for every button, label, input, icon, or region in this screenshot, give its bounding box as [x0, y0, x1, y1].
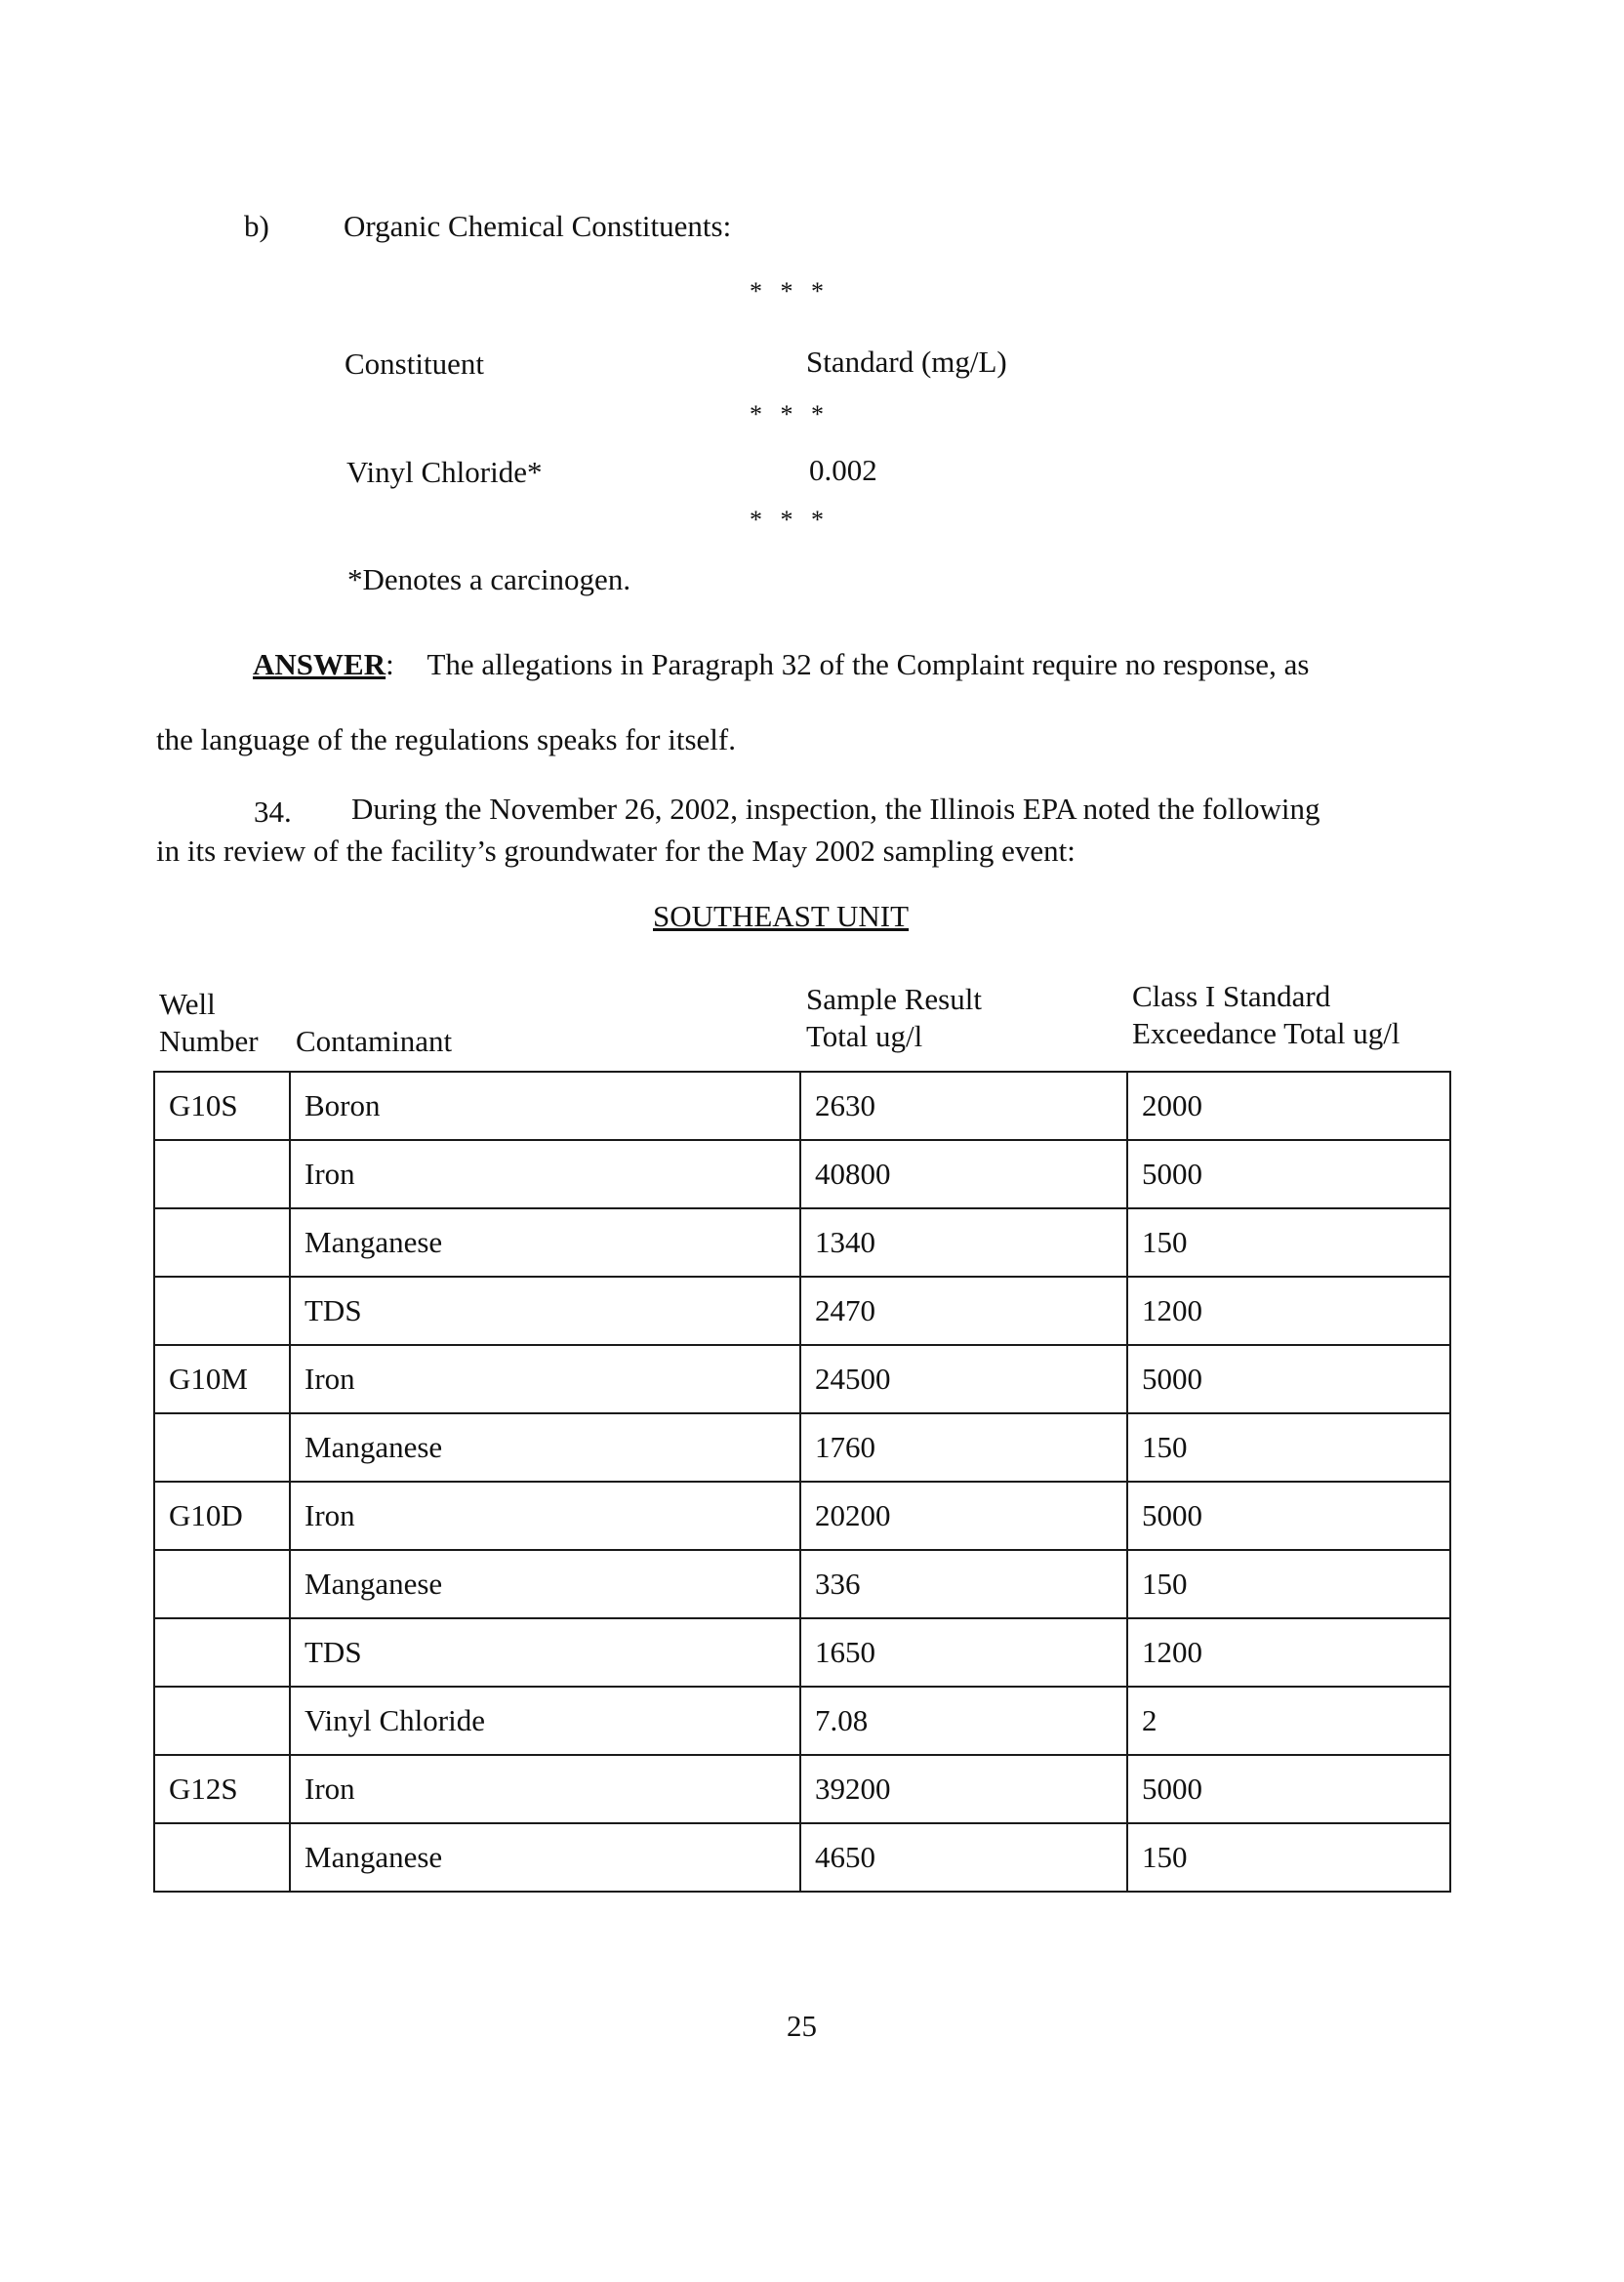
sample-result-cell: 1760 [800, 1413, 1127, 1482]
header-sample-line2: Total ug/l [806, 1019, 923, 1053]
header-class-line2: Exceedance Total ug/l [1132, 1016, 1401, 1050]
table-row [154, 1755, 1450, 1823]
para34-number: 34. [254, 795, 292, 829]
stars-1: * * * [750, 277, 830, 306]
table-row [154, 1550, 1450, 1618]
sample-result-cell: 1340 [800, 1208, 1127, 1277]
standard-cell: 5000 [1127, 1482, 1450, 1550]
contaminant-cell: Iron [290, 1345, 800, 1413]
contaminant-cell: Manganese [290, 1208, 800, 1277]
well-number-cell: G10M [154, 1345, 290, 1413]
constituent-row-name: Vinyl Chloride* [346, 455, 543, 489]
table-row [154, 1277, 1450, 1345]
contaminant-cell: Manganese [290, 1823, 800, 1892]
well-number-cell [154, 1618, 290, 1687]
table-title: SOUTHEAST UNIT [653, 899, 910, 933]
answer-line2: the language of the regulations speaks for itself. [156, 722, 736, 756]
table-row [154, 1618, 1450, 1687]
standard-cell: 150 [1127, 1208, 1450, 1277]
section-label: b) [244, 209, 269, 243]
header-sample-result [806, 981, 982, 1055]
contaminant-cell: Manganese [290, 1550, 800, 1618]
contaminant-cell: TDS [290, 1277, 800, 1345]
constituent-row-value: 0.002 [809, 453, 877, 487]
table-body [154, 1072, 1450, 1892]
footnote: *Denotes a carcinogen. [347, 562, 631, 596]
table-row [154, 1482, 1450, 1550]
standard-cell: 5000 [1127, 1755, 1450, 1823]
page-number: 25 [787, 2009, 817, 2043]
header-class-standard [1132, 978, 1400, 1052]
standard-cell: 1200 [1127, 1277, 1450, 1345]
stars-2: * * * [750, 400, 830, 428]
contaminant-cell: Manganese [290, 1413, 800, 1482]
table-row [154, 1823, 1450, 1892]
sample-result-cell: 20200 [800, 1482, 1127, 1550]
contaminant-cell: Iron [290, 1755, 800, 1823]
section-title: Organic Chemical Constituents: [344, 209, 732, 243]
well-number-cell: G10S [154, 1072, 290, 1140]
sample-result-cell: 1650 [800, 1618, 1127, 1687]
contaminant-cell: TDS [290, 1618, 800, 1687]
constituent-header: Constituent [345, 346, 484, 381]
contaminant-cell: Iron [290, 1140, 800, 1208]
well-number-cell [154, 1550, 290, 1618]
header-sample-line1: Sample Result [806, 982, 982, 1016]
table-row [154, 1208, 1450, 1277]
sample-result-cell: 7.08 [800, 1687, 1127, 1755]
stars-3: * * * [750, 506, 830, 534]
contaminant-cell: Boron [290, 1072, 800, 1140]
groundwater-table [153, 1071, 1451, 1893]
header-well-line2: Number [159, 1024, 259, 1058]
header-class-line1: Class I Standard [1132, 979, 1331, 1013]
answer-label: ANSWER [253, 647, 386, 681]
standard-cell: 150 [1127, 1823, 1450, 1892]
answer-line1: The allegations in Paragraph 32 of the Complaint require no response, as [426, 647, 1310, 681]
header-well-line1: Well [159, 987, 216, 1021]
well-number-cell [154, 1208, 290, 1277]
contaminant-cell: Iron [290, 1482, 800, 1550]
table-row [154, 1072, 1450, 1140]
well-number-cell: G12S [154, 1755, 290, 1823]
header-well-number [159, 986, 259, 1060]
standard-cell: 5000 [1127, 1345, 1450, 1413]
sample-result-cell: 4650 [800, 1823, 1127, 1892]
well-number-cell: G10D [154, 1482, 290, 1550]
standard-cell: 150 [1127, 1413, 1450, 1482]
standard-header: Standard (mg/L) [806, 345, 1007, 379]
well-number-cell [154, 1277, 290, 1345]
para34-line1: During the November 26, 2002, inspection, the Illinois EPA noted the following [351, 792, 1320, 826]
sample-result-cell: 24500 [800, 1345, 1127, 1413]
sample-result-cell: 2630 [800, 1072, 1127, 1140]
sample-result-cell: 336 [800, 1550, 1127, 1618]
answer-colon: : [386, 647, 394, 681]
well-number-cell [154, 1687, 290, 1755]
header-contaminant: Contaminant [296, 1024, 453, 1058]
table-row [154, 1413, 1450, 1482]
para34-line2: in its review of the facility’s groundwater for the May 2002 sampling event: [156, 834, 1076, 868]
well-number-cell [154, 1140, 290, 1208]
standard-cell: 1200 [1127, 1618, 1450, 1687]
contaminant-cell: Vinyl Chloride [290, 1687, 800, 1755]
standard-cell: 150 [1127, 1550, 1450, 1618]
standard-cell: 5000 [1127, 1140, 1450, 1208]
well-number-cell [154, 1823, 290, 1892]
table-row [154, 1345, 1450, 1413]
standard-cell: 2 [1127, 1687, 1450, 1755]
sample-result-cell: 39200 [800, 1755, 1127, 1823]
sample-result-cell: 40800 [800, 1140, 1127, 1208]
standard-cell: 2000 [1127, 1072, 1450, 1140]
sample-result-cell: 2470 [800, 1277, 1127, 1345]
answer-paragraph [253, 646, 1309, 682]
table-row [154, 1687, 1450, 1755]
well-number-cell [154, 1413, 290, 1482]
table-row [154, 1140, 1450, 1208]
